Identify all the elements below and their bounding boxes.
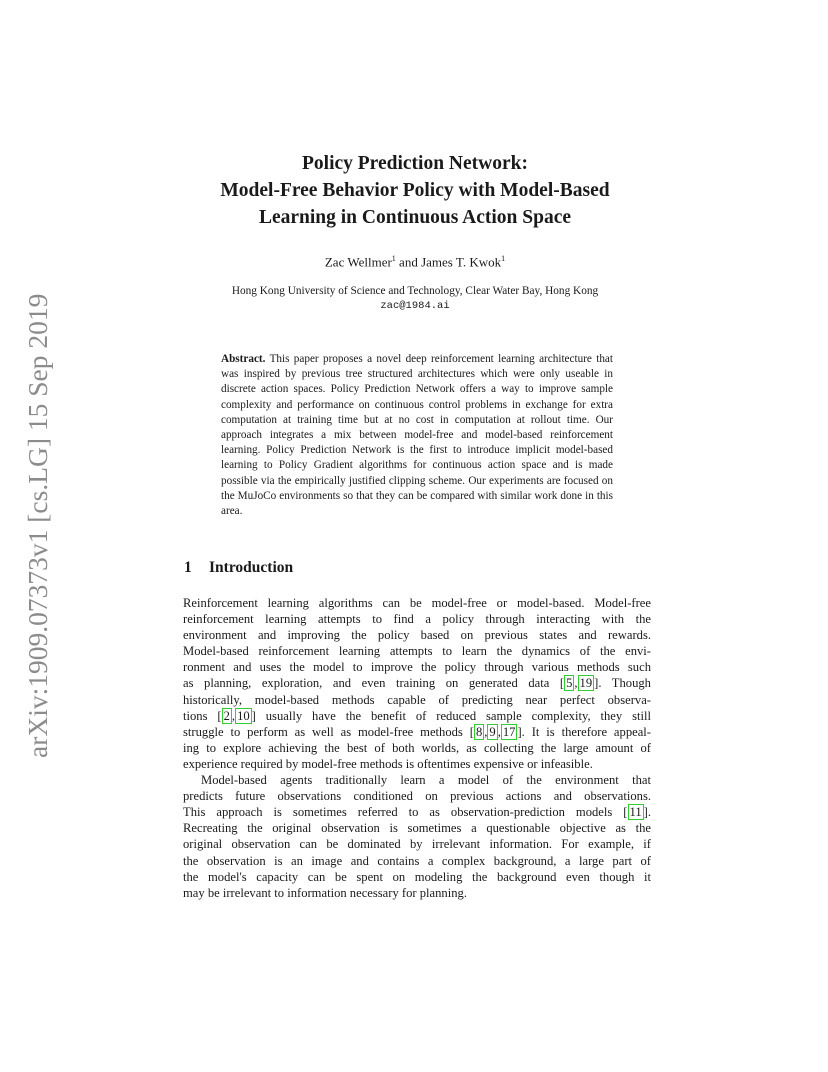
paragraph-line: ing to explore achieving the best of both worlds, as collecting the large amount of	[183, 740, 651, 755]
author-conjunction: and	[399, 254, 418, 270]
paragraph-line: as planning, exploration, and even training on generated data [ 5 , 19 ]. Though	[183, 676, 651, 691]
citation-link[interactable]: 5	[566, 676, 573, 691]
citation-link[interactable]: 11	[629, 805, 642, 820]
section-heading	[184, 559, 293, 577]
paragraph-line: Recreating the original observation is sometimes a questionable objective as the	[183, 821, 651, 836]
citation-link[interactable]: 2	[223, 708, 230, 723]
paragraph-line: original observation can be dominated by irrelevant information. For example, if	[183, 837, 651, 852]
paragraph-line: predicts future observations conditioned on previous actions and observations.	[183, 789, 651, 804]
title-line: Learning in Continuous Action Space	[258, 207, 572, 228]
paragraph-line: environment and improving the policy based on previous states and rewards.	[183, 628, 651, 643]
citation-link[interactable]: 9	[489, 724, 496, 739]
paragraph-line: the model's capacity can be spent on modeling the background even though it	[183, 869, 651, 884]
title-line: Model-Free Behavior Policy with Model-Based	[220, 180, 610, 201]
title-line: Policy Prediction Network:	[301, 153, 528, 174]
paragraph-line: may be irrelevant to information necessary for planning.	[183, 885, 467, 900]
section-number: 1	[184, 559, 192, 576]
paragraph-line: ronment and uses the model to improve the policy through various methods such	[183, 660, 651, 675]
paragraph-line: This approach is sometimes referred to as observation-prediction models [ 11 ].	[183, 805, 651, 820]
author-name: James T. Kwok	[421, 254, 502, 270]
section-title: Introduction	[209, 559, 294, 576]
author-list	[150, 254, 680, 270]
paragraph-line: tions [ 2 , 10 ] usually have the benefit of reduced sample complexity, they still	[183, 708, 651, 723]
citation-link[interactable]: 8	[475, 724, 483, 739]
author-name: Zac Wellmer	[324, 254, 392, 270]
paragraph-line: experience required by model-free methods is oftentimes expensive or infeasible.	[183, 756, 593, 771]
affiliation-marker: 1	[501, 254, 506, 263]
paragraph-line: historically, model-based methods capable of predicting near perfect observa-	[183, 692, 651, 707]
email-link[interactable]: zac@1984.ai	[380, 300, 450, 312]
affiliation-block	[150, 284, 680, 314]
affiliation-marker: 1	[391, 254, 396, 263]
affiliation: Hong Kong University of Science and Technology, Clear Water Bay, Hong Kong	[231, 285, 599, 297]
introduction-body	[183, 595, 651, 901]
abstract-label: Abstract.	[221, 353, 266, 365]
arxiv-identifier-stamp: arXiv:1909.07373v1 [cs.LG] 15 Sep 2019	[22, 293, 53, 758]
paper-title	[150, 150, 680, 231]
citation-link[interactable]: 17	[502, 724, 516, 739]
paragraph-line: Reinforcement learning algorithms can be model-free or model-based. Model-free	[183, 596, 651, 610]
citation-link[interactable]: 19	[579, 676, 593, 691]
paragraph-line: Model-based reinforcement learning attempts to learn the dynamics of the envi-	[183, 644, 651, 659]
paragraph-line: reinforcement learning attempts to find a policy through interacting with the	[183, 612, 651, 627]
abstract	[221, 352, 613, 519]
paragraph-line: struggle to perform as well as model-free methods [ 8 , 9 , 17 ]. It is therefore appeal-	[183, 724, 651, 739]
citation-link[interactable]: 10	[237, 708, 250, 723]
paragraph-line: Model-based agents traditionally learn a model of the environment that	[201, 773, 651, 788]
abstract-text: This paper proposes a novel deep reinforcement learning architecture that was inspired by previous tree structured architectures which were only useable in discrete action spaces. Policy Prediction Network offers a way to improve sample complexity and performance on continuous control problems in exchange for extra computation at training time but at no cost in computation at rollout time. Our approach integrates a mix between model-free and model-based reinforcement learning. Policy Prediction Network is the first to introduce implicit model-based learning to Policy Gradient algorithms for continuous action space and is made possible via the empirically justified clipping scheme. Our experiments are focused on the MuJoCo environments so that they can be compared with similar work done in this area.	[221, 353, 613, 518]
paragraph-line: the observation is an image and contains a complex background, a large part of	[183, 853, 651, 868]
